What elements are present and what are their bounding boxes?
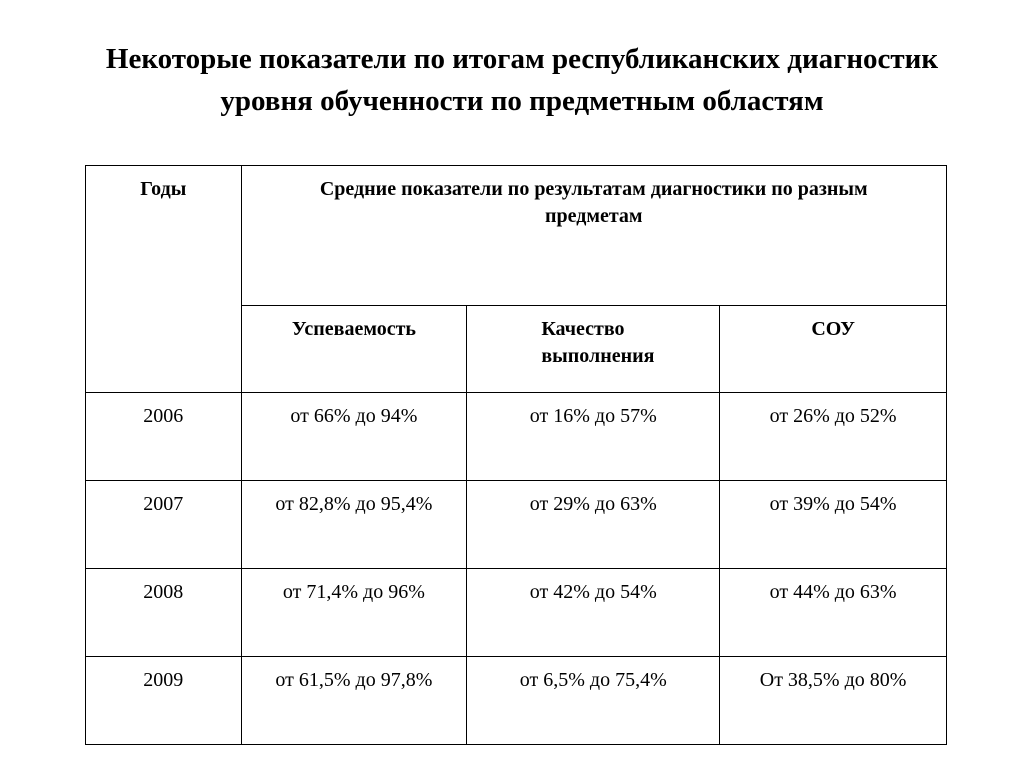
cell-sou: от 26% до 52% — [720, 393, 947, 481]
header-years: Годы — [86, 166, 242, 393]
cell-sou: от 39% до 54% — [720, 481, 947, 569]
cell-quality: от 16% до 57% — [467, 393, 720, 481]
cell-year: 2007 — [86, 481, 242, 569]
cell-quality: от 42% до 54% — [467, 569, 720, 657]
cell-progress: от 82,8% до 95,4% — [241, 481, 467, 569]
cell-progress: от 71,4% до 96% — [241, 569, 467, 657]
page-title — [0, 38, 1024, 122]
header-quality-line-1: Качество — [541, 318, 625, 340]
table-row — [86, 481, 947, 569]
header-main: Средние показатели по результатам диагностики по разным предметам — [241, 166, 946, 306]
cell-sou: От 38,5% до 80% — [720, 657, 947, 745]
cell-progress: от 66% до 94% — [241, 393, 467, 481]
cell-year: 2006 — [86, 393, 242, 481]
table-row — [86, 393, 947, 481]
table-row — [86, 657, 947, 745]
cell-sou: от 44% до 63% — [720, 569, 947, 657]
page-title-line-2: уровня обученности по предметным областям — [220, 85, 824, 117]
cell-year: 2008 — [86, 569, 242, 657]
header-progress: Успеваемость — [241, 306, 467, 393]
cell-progress: от 61,5% до 97,8% — [241, 657, 467, 745]
table-row — [86, 569, 947, 657]
cell-year: 2009 — [86, 657, 242, 745]
page-title-line-1: Некоторые показатели по итогам республиканских диагностик — [105, 43, 939, 75]
header-quality-line-2: выполнения — [541, 345, 655, 367]
table-header-row — [86, 166, 947, 306]
cell-quality: от 29% до 63% — [467, 481, 720, 569]
results-table — [85, 165, 947, 745]
header-quality — [467, 306, 720, 393]
header-sou: СОУ — [720, 306, 947, 393]
cell-quality: от 6,5% до 75,4% — [467, 657, 720, 745]
